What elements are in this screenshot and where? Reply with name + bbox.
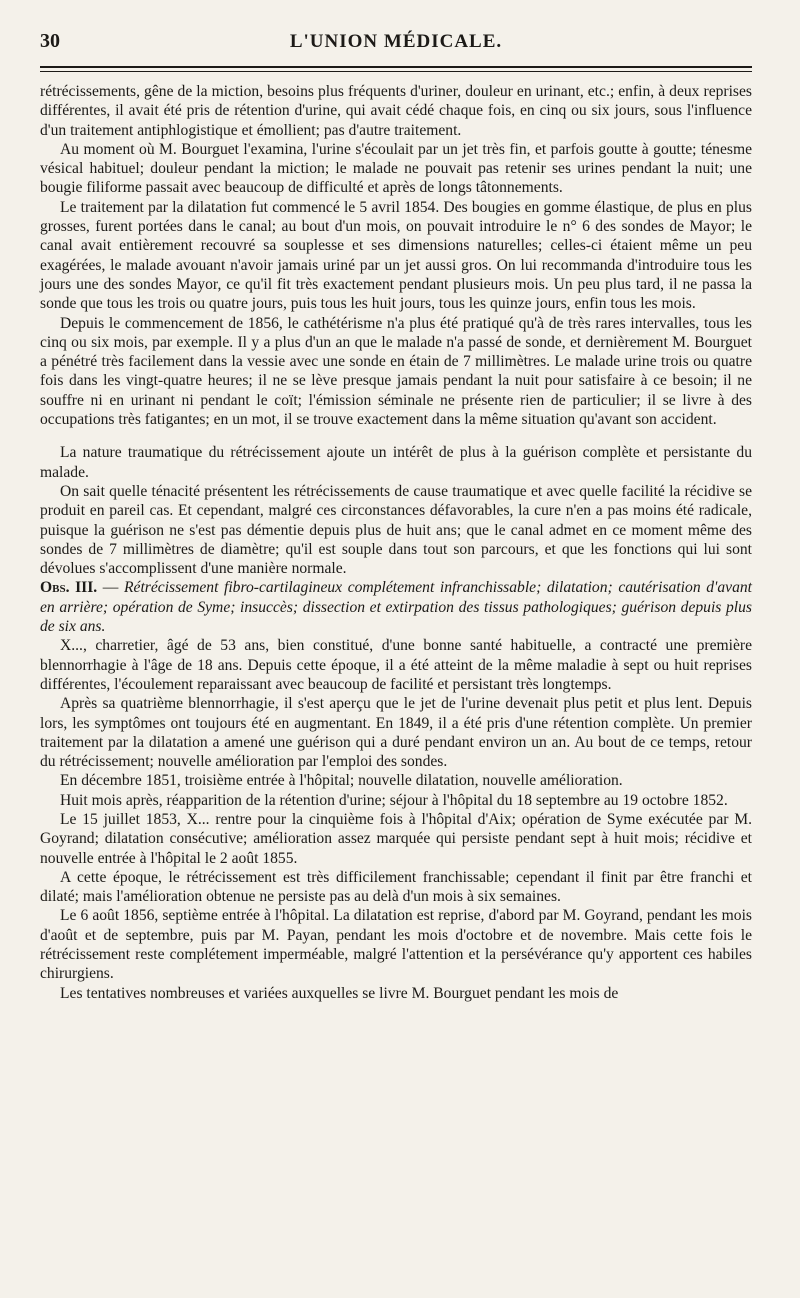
paragraph: Le 15 juillet 1853, X... rentre pour la cinquième fois à l'hôpital d'Aix; opération de Syme exécutée par M. Goyrand; dilatation consécutive; amélioration assez marquée qui persiste pendant sept à huit mois; récidive et nouvelle entrée à l'hôpital le 2 août 1855. (40, 810, 752, 867)
paragraph: X..., charretier, âgé de 53 ans, bien constitué, d'une bonne santé habituelle, a contracté une première blennorrhagie à l'âge de 18 ans. Depuis cette époque, il a été atteint de la même maladie à sept ou huit reprises différentes, l'écoulement reparaissant avec beaucoup de facilité et persistant très longtemps. (40, 637, 752, 693)
paragraph: La nature traumatique du rétrécissement ajoute un intérêt de plus à la guérison complète et persistante du malade. (40, 444, 752, 481)
body-text (40, 82, 752, 1003)
observation-label: Obs. III. (40, 579, 98, 597)
observation-title: Rétrécissement fibro-cartilagineux complétement infranchissable; dilatation; cautérisation d'avant en arrière; opération de Syme; insuccès; dissection et extirpation des tissus pathologiques; guérison depuis plus de six ans. (40, 579, 752, 636)
paragraph: Depuis le commencement de 1856, le cathétérisme n'a plus été pratiqué qu'à de très rares intervalles, tous les cinq ou six mois, par exemple. Il y a plus d'un an que le malade n'a passé de sonde, et dernièrement M. Bourguet a pénétré très facilement dans la vessie avec une sonde en étain de 7 millimètres. Le malade urine trois ou quatre fois dans les vingt-quatre heures; il ne se lève presque jamais pendant la nuit pour satisfaire à ce besoin; il ne souffre ni en urinant ni pendant le coït; l'émission séminale ne présente rien de particulier; il se livre à des occupations très fatigantes; en un mot, il se trouve exactement dans la même situation qu'avant son accident. (40, 314, 752, 429)
paragraph: Les tentatives nombreuses et variées auxquelles se livre M. Bourguet pendant les mois de (60, 984, 619, 1002)
page-number: 30 (40, 30, 60, 52)
paragraph: rétrécissements, gêne de la miction, besoins plus fréquents d'uriner, douleur en urinant, etc.; enfin, à deux reprises différentes, il avait été pris de rétention d'urine, qui avait cédé chaque fois, en cinq ou six jours, sous l'influence d'un traitement antiphlogistique et émollient; pas d'autre traitement. (40, 83, 752, 139)
paragraph: Après sa quatrième blennorrhagie, il s'est aperçu que le jet de l'urine devenait plus petit et plus lent. Depuis lors, les symptômes ont toujours été en augmentant. En 1849, il a été pris d'une rétention complète. Un premier traitement par la dilatation a amené une guérison qui a duré pendant environ un an. Au bout de ce temps, retour du rétrécissement; nouvelle amélioration par l'emploi des sondes. (40, 695, 752, 771)
paragraph: On sait quelle ténacité présentent les rétrécissements de cause traumatique et avec quelle facilité la récidive se produit en pareil cas. Et cependant, malgré ces circonstances défavorables, la cure n'en a pas moins été radicale, puisque la guérison ne s'est pas démentie depuis plus de huit ans; que le canal admet en ce moment même des sondes de 7 millimètres de diamètre; qu'il est souple dans tout son parcours, et que les fonctions qui lui sont dévolues s'accomplissent d'une manière normale. (40, 482, 752, 578)
running-title: L'UNION MÉDICALE. (289, 31, 503, 52)
paragraph: Au moment où M. Bourguet l'examina, l'urine s'écoulait par un jet très fin, et parfois goutte à goutte; ténesme vésical habituel; douleur pendant la miction; le malade ne pouvait pas retenir ses urines pendant la nuit; une bougie filiforme passait avec beaucoup de difficulté et après de longs tâtonnements. (40, 140, 752, 197)
observation-heading (40, 578, 752, 636)
header-rule (40, 66, 752, 68)
header-rule-thin (40, 71, 752, 72)
paragraph: En décembre 1851, troisième entrée à l'hôpital; nouvelle dilatation, nouvelle amélioration. (60, 772, 623, 790)
paragraph: A cette époque, le rétrécissement est très difficilement franchissable; cependant il finit par être franchi et dilaté; mais l'amélioration obtenue ne persiste pas au delà d'un mois à six semaines. (40, 868, 752, 906)
observation-dash: — (97, 579, 125, 597)
page-header (40, 30, 752, 64)
paragraph: Huit mois après, réapparition de la rétention d'urine; séjour à l'hôpital du 18 septembre au 19 octobre 1852. (60, 791, 728, 809)
paragraph: Le traitement par la dilatation fut commencé le 5 avril 1854. Des bougies en gomme élastique, de plus en plus grosses, furent portées dans le canal; au bout d'un mois, on pouvait introduire le n° 6 des sondes de Mayor; le canal avait entièrement recouvré sa souplesse et ses dimensions naturelles; celles-ci étaient même un peu exagérées, le malade avouant n'avoir jamais uriné par un jet aussi gros. On lui recommanda d'introduire tous les jours une des sondes Mayor, ce qu'il fit très exactement pendant plusieurs mois. Un peu plus tard, il ne passa la sonde que tous les trois ou quatre jours, puis tous les huit jours, tous les quinze jours, enfin tous les mois. (40, 198, 752, 313)
paragraph: Le 6 août 1856, septième entrée à l'hôpital. La dilatation est reprise, d'abord par M. Goyrand, pendant les mois d'août et de septembre, puis par M. Payan, pendant les mois d'octobre et de novembre. Mais cette fois le rétrécissement reste complétement imperméable, malgré l'attention et la persévérance qu'y apportent ces habiles chirurgiens. (40, 907, 752, 983)
